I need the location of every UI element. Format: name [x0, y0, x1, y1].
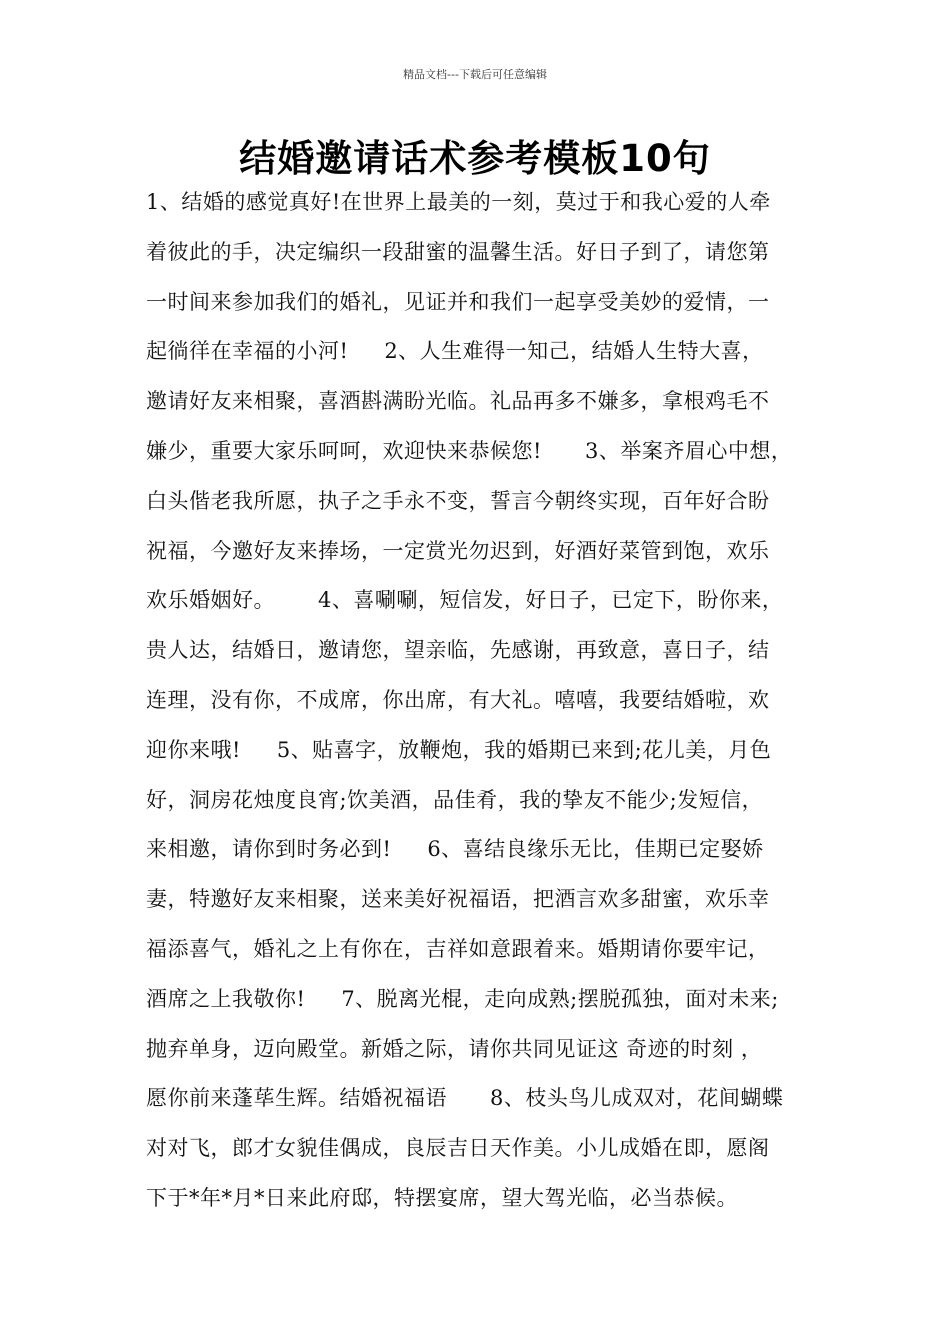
text-line: 下于*年*月*日来此府邸，特摆宴席，望大驾光临，必当恭候。: [146, 1185, 738, 1210]
text-line: 妻，特邀好友来相聚，送来美好祝福语，把酒言欢多甜蜜，欢乐幸: [146, 887, 770, 912]
header-note: 精品文档---下载后可任意编辑: [403, 68, 547, 81]
text-line: 欢乐婚姻好。 4、喜唰唰，短信发，好日子，已定下，盼你来，: [146, 588, 784, 613]
text-line: 连理，没有你，不成席，你出席，有大礼。嘻嘻，我要结婚啦，欢: [146, 687, 770, 712]
text-line: 来相邀，请你到时务必到! 6、喜结良缘乐无比，佳期已定娶娇: [146, 837, 764, 862]
text-line: 祝福，今邀好友来捧场，一定赏光勿迟到，好酒好菜管到饱，欢乐: [146, 538, 770, 563]
text-line: 贵人达，结婚日，邀请您，望亲临，先感谢，再致意，喜日子，结: [146, 638, 770, 663]
text-line: 酒席之上我敬你! 7、脱离光棍，走向成熟;摆脱孤独，面对未来;: [146, 986, 779, 1011]
text-line: 迎你来哦! 5、贴喜字，放鞭炮，我的婚期已来到;花儿美，月色: [146, 737, 772, 762]
text-line: 愿你前来蓬荜生辉。结婚祝福语 8、枝头鸟儿成双对，花间蝴蝶: [146, 1086, 784, 1111]
text-line: 白头偕老我所愿，执子之手永不变，誓言今朝终实现，百年好合盼: [146, 488, 770, 513]
text-line: 对对飞，郎才女貌佳偶成，良辰吉日天作美。小儿成婚在即，愿阁: [146, 1136, 770, 1161]
body-text: [146, 178, 826, 1224]
text-line: 1、结婚的感觉真好!在世界上最美的一刻，莫过于和我心爱的人牵: [146, 190, 771, 214]
text-line: 邀请好友来相聚，喜酒斟满盼光临。礼品再多不嫌多，拿根鸡毛不: [146, 389, 770, 414]
text-line: 嫌少，重要大家乐呵呵，欢迎快来恭候您! 3、举案齐眉心中想，: [146, 438, 793, 463]
text-line: 抛弃单身，迈向殿堂。新婚之际，请你共同见证这 奇迹的时刻 ，: [146, 1036, 763, 1061]
text-line: 福添喜气，婚礼之上有你在，吉祥如意跟着来。婚期请你要牢记，: [146, 936, 770, 961]
text-line: 好，洞房花烛度良宵;饮美酒，品佳肴，我的挚友不能少;发短信，: [146, 787, 764, 812]
document-title: 结婚邀请话术参考模板10句: [239, 137, 711, 180]
text-line: 起徜徉在幸福的小河! 2、人生难得一知己，结婚人生特大喜，: [146, 339, 764, 364]
text-line: 一时间来参加我们的婚礼，见证并和我们一起享受美妙的爱情，一: [146, 289, 770, 314]
text-line: 着彼此的手，决定编织一段甜蜜的温馨生活。好日子到了，请您第: [146, 239, 770, 264]
